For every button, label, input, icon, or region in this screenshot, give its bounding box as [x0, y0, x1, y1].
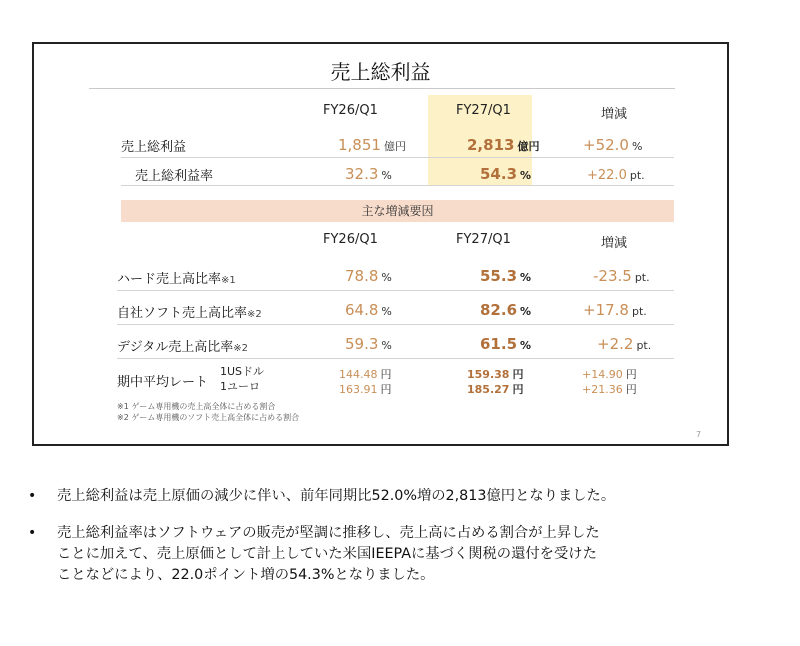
fx-usd-change-unit: 円 [625, 368, 637, 381]
hardware-ratio-curr-unit: % [520, 271, 532, 284]
gross-profit-curr-value: 2,813 [467, 136, 515, 154]
hardware-ratio-change-unit: pt. [634, 271, 650, 284]
row-divider [117, 358, 674, 359]
gross-profit-curr-unit: 億円 [517, 140, 540, 153]
digital-ratio-curr-unit: % [520, 339, 532, 352]
digital-ratio-label: デジタル売上高比率 [117, 340, 234, 355]
first-party-software-ratio-prev-value: 64.8 [345, 301, 379, 319]
factors-header-curr: FY27/Q1 [456, 232, 511, 247]
first-party-software-ratio-prev [345, 300, 392, 319]
gross-margin-curr [480, 164, 531, 183]
first-party-software-ratio-curr-unit: % [520, 305, 532, 318]
fx-usd-label: 1USドル [220, 365, 265, 378]
factors-header-change: 増減 [601, 236, 628, 251]
gross-margin-prev-value: 32.3 [345, 165, 379, 183]
hardware-ratio-note: ※1 [221, 275, 236, 286]
hardware-ratio-change-value: -23.5 [593, 267, 632, 285]
digital-ratio-prev-unit: % [381, 339, 392, 352]
gross-margin-prev [345, 164, 392, 183]
gross-margin-curr-value: 54.3 [480, 165, 518, 183]
fx-rate-label: 期中平均レート [117, 375, 209, 390]
digital-ratio-change-value: +2.2 [597, 335, 634, 353]
row-label-hardware-ratio [117, 268, 236, 287]
gross-margin-prev-unit: % [381, 169, 392, 182]
hardware-ratio-label: ハード売上高比率 [117, 272, 222, 287]
commentary-line: 売上総利益は売上原価の減少に伴い、前年同期比52.0%増の2,813億円となりました。 [57, 488, 616, 504]
fx-eur-change-value: +21.36 [582, 383, 623, 396]
row-label-digital-ratio [117, 336, 248, 355]
fx-usd-change-value: +14.90 [582, 368, 623, 381]
hardware-ratio-curr-value: 55.3 [480, 267, 518, 285]
commentary-item [24, 523, 764, 586]
hardware-ratio-change [593, 266, 650, 285]
top-header-prev: FY26/Q1 [323, 103, 378, 118]
gross-profit-curr [467, 135, 539, 154]
first-party-software-ratio-change-value: +17.8 [583, 301, 629, 319]
top-header-change: 増減 [601, 107, 628, 122]
fx-eur-prev-unit: 円 [380, 383, 392, 396]
first-party-software-ratio-curr [480, 300, 531, 319]
commentary-line: ことに加えて、売上原価として計上していた米国IEEPAに基づく関税の還付を受けた [57, 546, 597, 562]
factors-header-prev: FY26/Q1 [323, 232, 378, 247]
gross-profit-prev [338, 135, 406, 154]
factors-band: 主な増減要因 [121, 200, 674, 222]
fx-eur-curr [467, 378, 523, 397]
gross-profit-change-value: +52.0 [583, 136, 629, 154]
row-divider [117, 324, 674, 325]
gross-profit-change [583, 135, 642, 154]
gross-profit-prev-value: 1,851 [338, 136, 381, 154]
page-number: 7 [696, 430, 702, 439]
fx-eur-change [582, 378, 637, 397]
gross-margin-change-value: +22.0 [587, 168, 627, 183]
first-party-software-ratio-curr-value: 82.6 [480, 301, 518, 319]
gross-profit-change-unit: % [631, 140, 643, 153]
digital-ratio-curr [480, 334, 531, 353]
row-label-gross-margin: 売上総利益率 [135, 169, 214, 184]
gross-margin-change [587, 164, 645, 183]
first-party-software-ratio-note: ※2 [247, 309, 262, 320]
bullet-dot-icon: • [28, 488, 37, 504]
fx-usd-prev-value: 144.48 [339, 368, 378, 381]
digital-ratio-prev [345, 334, 392, 353]
top-header-curr: FY27/Q1 [456, 103, 511, 118]
commentary-item [24, 486, 764, 507]
digital-ratio-note: ※2 [233, 343, 248, 354]
first-party-software-ratio-change-unit: pt. [631, 305, 647, 318]
fx-usd-prev-unit: 円 [380, 368, 392, 381]
fx-eur-prev-value: 163.91 [339, 383, 378, 396]
hardware-ratio-prev-value: 78.8 [345, 267, 379, 285]
fx-eur-label: 1ユーロ [220, 380, 260, 393]
footnote-2: ※2 ゲーム専用機のソフト売上高全体に占める割合 [117, 413, 300, 422]
fx-eur-curr-value: 185.27 [467, 383, 510, 396]
row-divider [121, 157, 674, 158]
digital-ratio-change [597, 334, 651, 353]
row-divider [121, 185, 674, 186]
digital-ratio-change-unit: pt. [636, 339, 652, 352]
commentary-list [24, 486, 764, 586]
footnote-1: ※1 ゲーム専用機の売上高全体に占める割合 [117, 402, 276, 411]
digital-ratio-prev-value: 59.3 [345, 335, 379, 353]
first-party-software-ratio-label: 自社ソフト売上高比率 [117, 306, 248, 321]
gross-margin-curr-unit: % [520, 169, 532, 182]
gross-profit-prev-unit: 億円 [383, 140, 406, 153]
gross-margin-change-unit: pt. [629, 169, 645, 182]
first-party-software-ratio-prev-unit: % [381, 305, 392, 318]
fx-usd-curr-unit: 円 [512, 368, 524, 381]
slide-title: 売上総利益 [330, 60, 431, 84]
fx-eur-prev [339, 378, 392, 397]
commentary-line: ことなどにより、22.0ポイント増の54.3%となりました。 [57, 567, 435, 583]
title-divider [89, 88, 675, 89]
fx-eur-change-unit: 円 [625, 383, 637, 396]
first-party-software-ratio-change [583, 300, 647, 319]
hardware-ratio-curr [480, 266, 531, 285]
row-label-gross-profit: 売上総利益 [121, 140, 187, 155]
fx-eur-curr-unit: 円 [512, 383, 524, 396]
row-divider [117, 290, 674, 291]
digital-ratio-curr-value: 61.5 [480, 335, 518, 353]
fx-usd-curr-value: 159.38 [467, 368, 510, 381]
hardware-ratio-prev-unit: % [381, 271, 392, 284]
commentary-line: 売上総利益率はソフトウェアの販売が堅調に推移し、売上高に占める割合が上昇した [57, 525, 600, 541]
slide-frame [32, 42, 729, 446]
bullet-dot-icon: • [28, 525, 37, 541]
hardware-ratio-prev [345, 266, 392, 285]
row-label-first-party-software-ratio [117, 302, 262, 321]
